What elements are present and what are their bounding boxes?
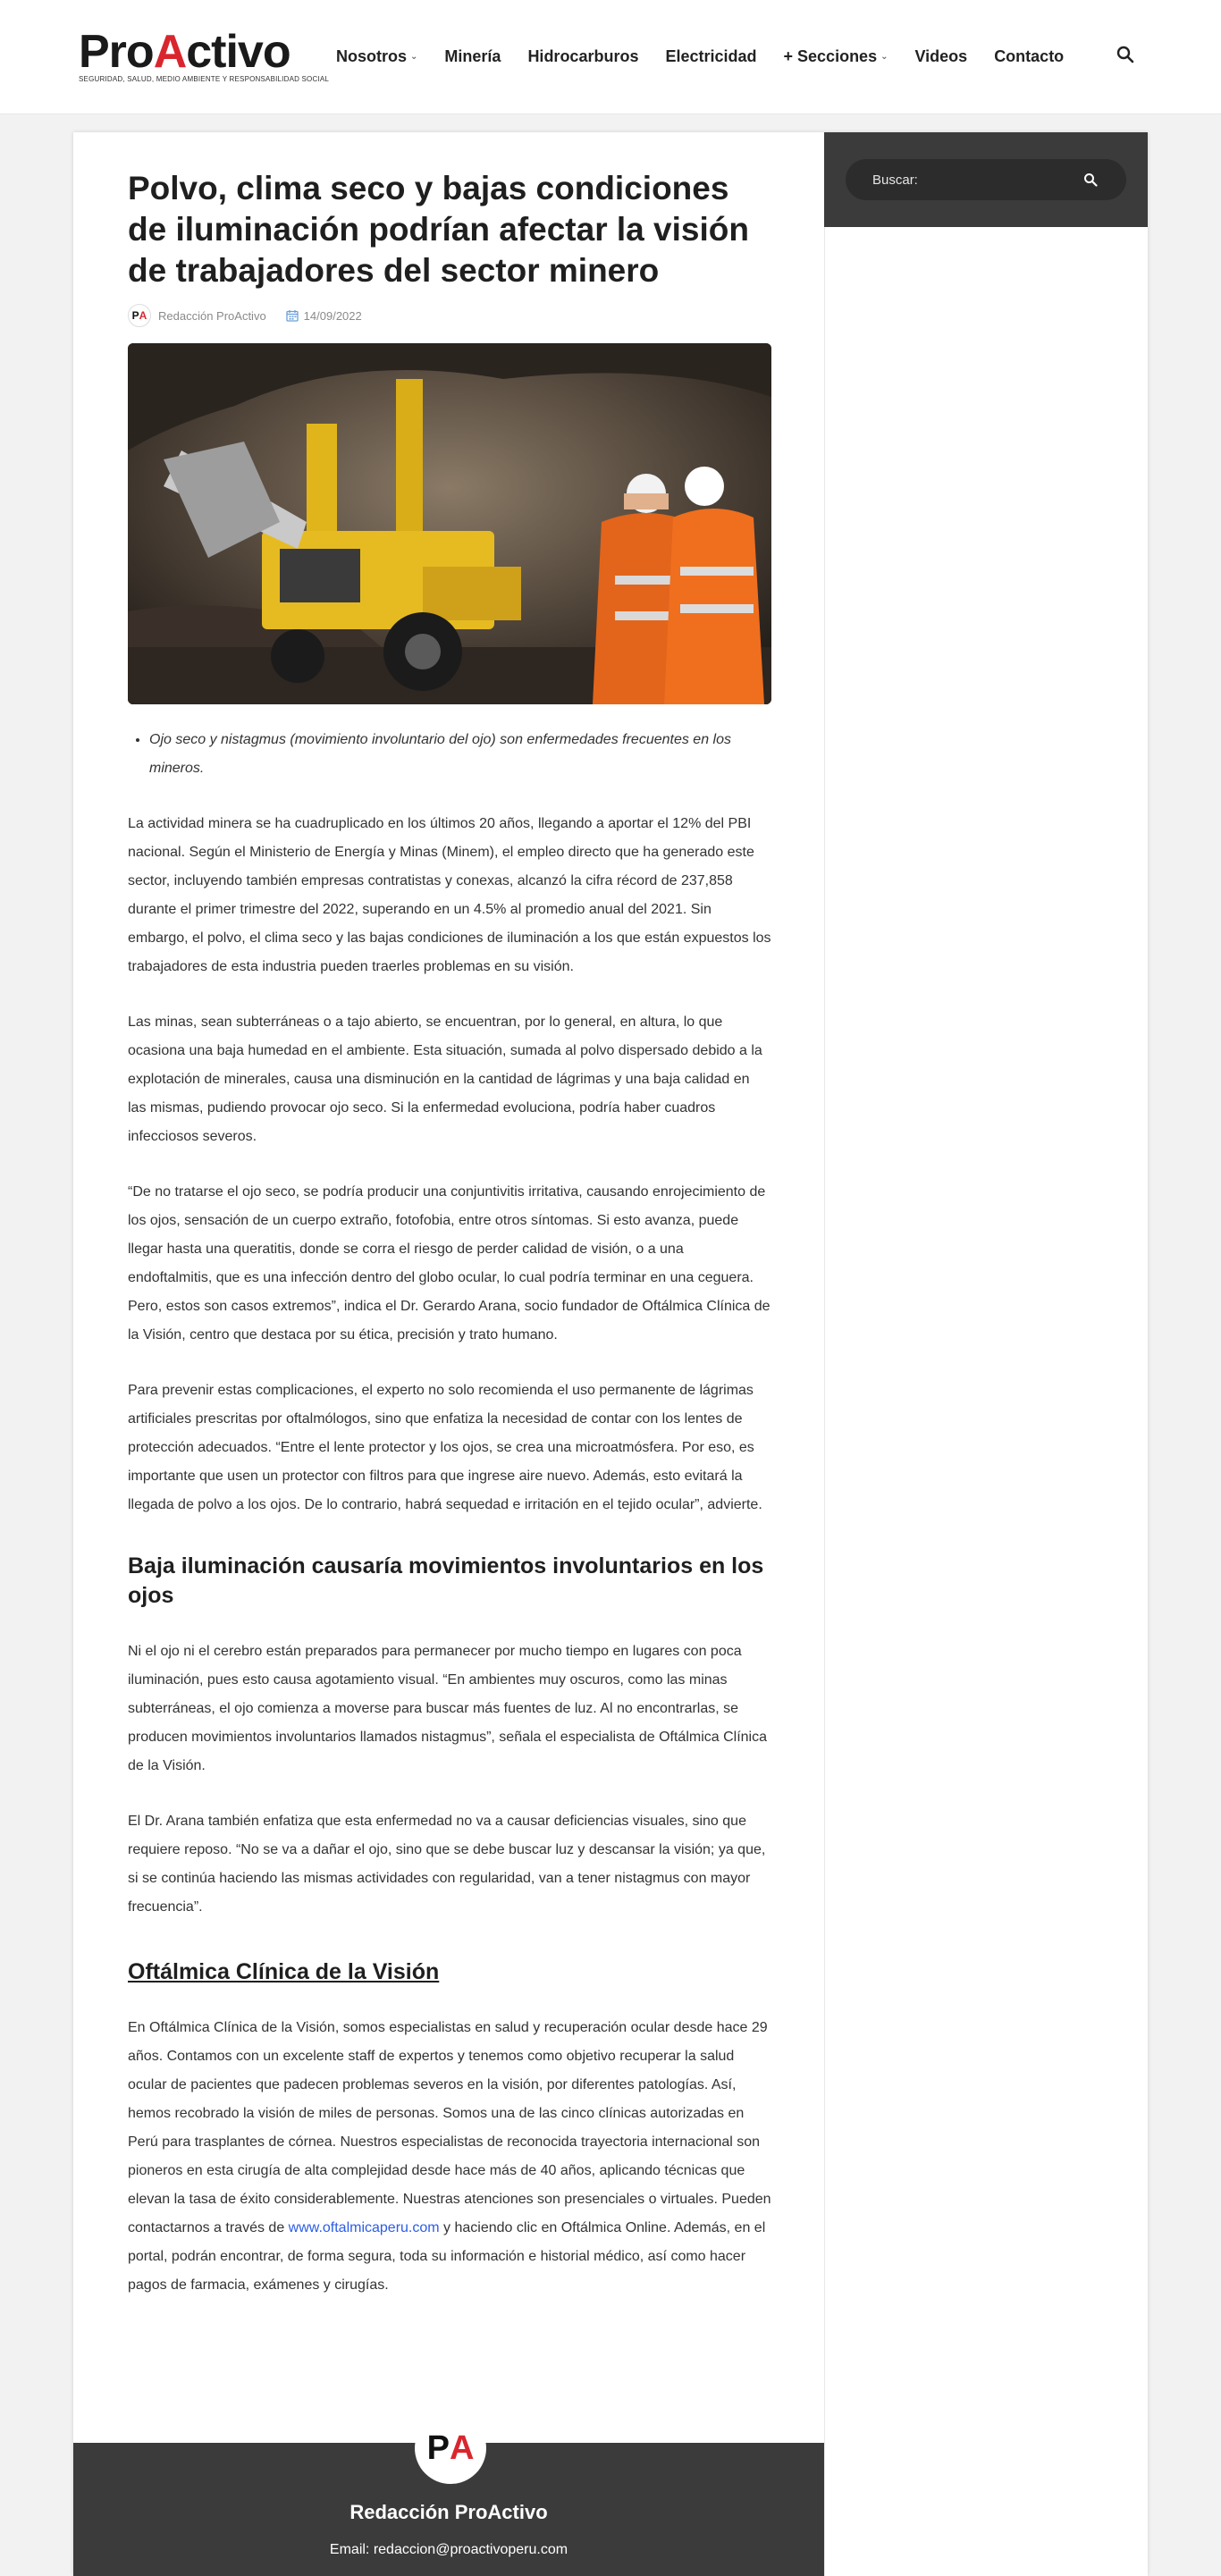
oftalmica-link[interactable]: www.oftalmicaperu.com — [288, 2220, 440, 2235]
article-title: Polvo, clima seco y bajas condiciones de iluminación podrían afectar la visión de trabajadores del sector minero — [128, 170, 749, 289]
calendar-icon — [286, 309, 299, 322]
article-paragraph-6: El Dr. Arana también enfatiza que esta enfermedad no va a causar deficiencias visuales, sino que requiere reposo. “No se va a dañar el ojo, sino que se debe buscar luz y descansar la visión; ya que, si se continúa haciendo las mismas actividades con regularidad, van a tener nistagmus con mayor frecuencia”. — [128, 1814, 766, 1915]
article-hero-image — [128, 343, 771, 704]
mining-workers-illustration — [128, 343, 771, 704]
article-paragraph-7: En Oftálmica Clínica de la Visión, somos especialistas en salud y recuperación ocular desde hace 29 años. Contamos con un excelente staff de expertos y tenemos como objetivo recuperar la salud ocular de pacientes que padecen problemas severos en la visión, por diferentes patologías. Así, hemos recobrado la visión de miles de personas. Somos una de las cinco clínicas autorizadas en Perú para trasplantes de córnea. Nuestros especialistas de reconocida trayectoria internacional son pioneros en esta cirugía de alta complejidad desde hace más de 40 años, aplicando técnicas que elevan la tasa de éxito considerablemente. Nuestras atenciones son presenciales o virtuales. Pueden contactarnos a través de www.oftalmicaperu.com y haciendo clic en Oftálmica Online. Además, en el portal, podrán encontrar, de forma segura, toda su información e historial médico, así como hacer pagos de farmacia, exámenes y cirugías. — [128, 2020, 771, 2293]
article-date: 14/09/2022 — [303, 308, 362, 323]
nav-item-videos[interactable]: Videos — [914, 46, 968, 65]
author-avatar[interactable]: P A — [128, 304, 151, 327]
nav-item-mineria[interactable]: Minería — [444, 46, 501, 65]
caption-item: • Ojo seco y nistagmus (movimiento involuntario del ojo) son enfermedades frecuentes en los mineros. — [149, 726, 771, 783]
article-paragraph-5: Ni el ojo ni el cerebro están preparados para permanecer por mucho tiempo en lugares con poca iluminación, pues esto causa agotamiento visual. “En ambientes muy oscuros, como las minas subterráneas, el ojo comienza a moverse para buscar más fuentes de luz. Al no encontrarlas, se producen movimientos involuntarios llamados nistagmus”, señala el especialista de Oftálmica Clínica de la Visión. — [128, 1644, 768, 1773]
author-box-name[interactable]: Redacción ProActivo — [349, 2501, 548, 2523]
nav-item-contacto[interactable]: Contacto — [994, 46, 1065, 65]
logo-tagline: SEGURIDAD, SALUD, MEDIO AMBIENTE Y RESPONSABILIDAD SOCIAL — [79, 75, 330, 83]
nav-item-nosotros[interactable]: Nosotros ⌄ — [336, 46, 418, 65]
search-icon[interactable] — [1116, 45, 1135, 64]
author-box-email: Email: redaccion@proactivoperu.com — [329, 2542, 568, 2557]
article — [128, 168, 771, 2300]
article-subheading-2: Oftálmica Clínica de la Visión — [128, 1959, 440, 1984]
nav-item-hidrocarburos[interactable]: Hidrocarburos — [527, 46, 639, 65]
nav-item-electricidad[interactable]: Electricidad — [665, 46, 757, 65]
article-paragraph-3: “De no tratarse el ojo seco, se podría producir una conjuntivitis irritativa, causando enrojecimiento de los ojos, sensación de un cuerpo extraño, fotofobia, entre otros síntomas. Si esto avanza, puede llegar hasta una queratitis, donde se corra el riesgo de perder calidad de visión, o a una endoftalmitis, que es una infección dentro del globo ocular, lo cual podría terminar en una ceguera. Pero, estos son casos extremos”, indica el Dr. Gerardo Arana, socio fundador de Oftálmica Clínica de la Visión, centro que destaca por su ética, precisión y trato humano. — [128, 1184, 770, 1343]
sidebar-divider — [824, 227, 825, 2576]
author-box-avatar[interactable]: P A — [415, 2412, 486, 2484]
article-paragraph-2: Las minas, sean subterráneas o a tajo abierto, se encuentran, por lo general, en altura, lo que ocasiona una baja humedad en el ambiente. Esta situación, sumada al polvo dispersado debido a la explotación de minerales, causa una disminución en la cantidad de lágrimas y una baja calidad en las mismas, pudiendo provocar ojo seco. Si la enfermedad evoluciona, podría haber cuadros infecciosos severos. — [128, 1014, 762, 1144]
logo-wordmark: ProActivo — [79, 26, 291, 78]
main-nav — [336, 43, 1090, 70]
site-logo[interactable] — [79, 26, 330, 84]
site-header — [0, 0, 1221, 114]
chevron-down-icon: ⌄ — [410, 51, 418, 62]
nav-item-secciones[interactable]: + Secciones ⌄ — [783, 46, 888, 65]
search-icon[interactable] — [1083, 173, 1098, 187]
content-card — [73, 132, 1148, 2576]
article-paragraph-4: Para prevenir estas complicaciones, el experto no solo recomienda el uso permanente de lágrimas artificiales prescritas por oftalmólogos, sino que enfatiza la necesidad de contar con los lentes de protección adecuados. “Entre el lente protector y los ojos, se crea una microatmósfera. Por eso, es importante que usen un protector con filtros para que ingrese aire nuevo. Además, esto evitará la llegada de polvo a los ojos. De lo contrario, habrá sequedad e irritación en el tejido ocular”, advierte. — [128, 1383, 762, 1512]
sidebar-search-input[interactable] — [846, 159, 1126, 200]
article-meta — [128, 304, 771, 327]
author-link[interactable]: Redacción ProActivo — [158, 308, 266, 323]
chevron-down-icon: ⌄ — [880, 51, 888, 62]
image-caption — [128, 726, 771, 783]
article-subheading-1: Baja iluminación causaría movimientos involuntarios en los ojos — [128, 1553, 764, 1608]
article-paragraph-1: La actividad minera se ha cuadruplicado en los últimos 20 años, llegando a aportar el 12% del PBI nacional. Según el Ministerio de Energía y Minas (Minem), el empleo directo que ha generado este sector, incluyendo también empresas contratistas y conexas, alcanzó la cifra récord de 237,858 durante el primer trimestre del 2022, superando en un 4.5% al promedio anual del 2021. Sin embargo, el polvo, el clima seco y las bajas condiciones de iluminación a los que están expuestos los trabajadores de esta industria pueden traerles problemas en su visión. — [128, 816, 771, 974]
search-placeholder: Buscar: — [872, 173, 918, 188]
sidebar-search-panel — [824, 132, 1148, 227]
